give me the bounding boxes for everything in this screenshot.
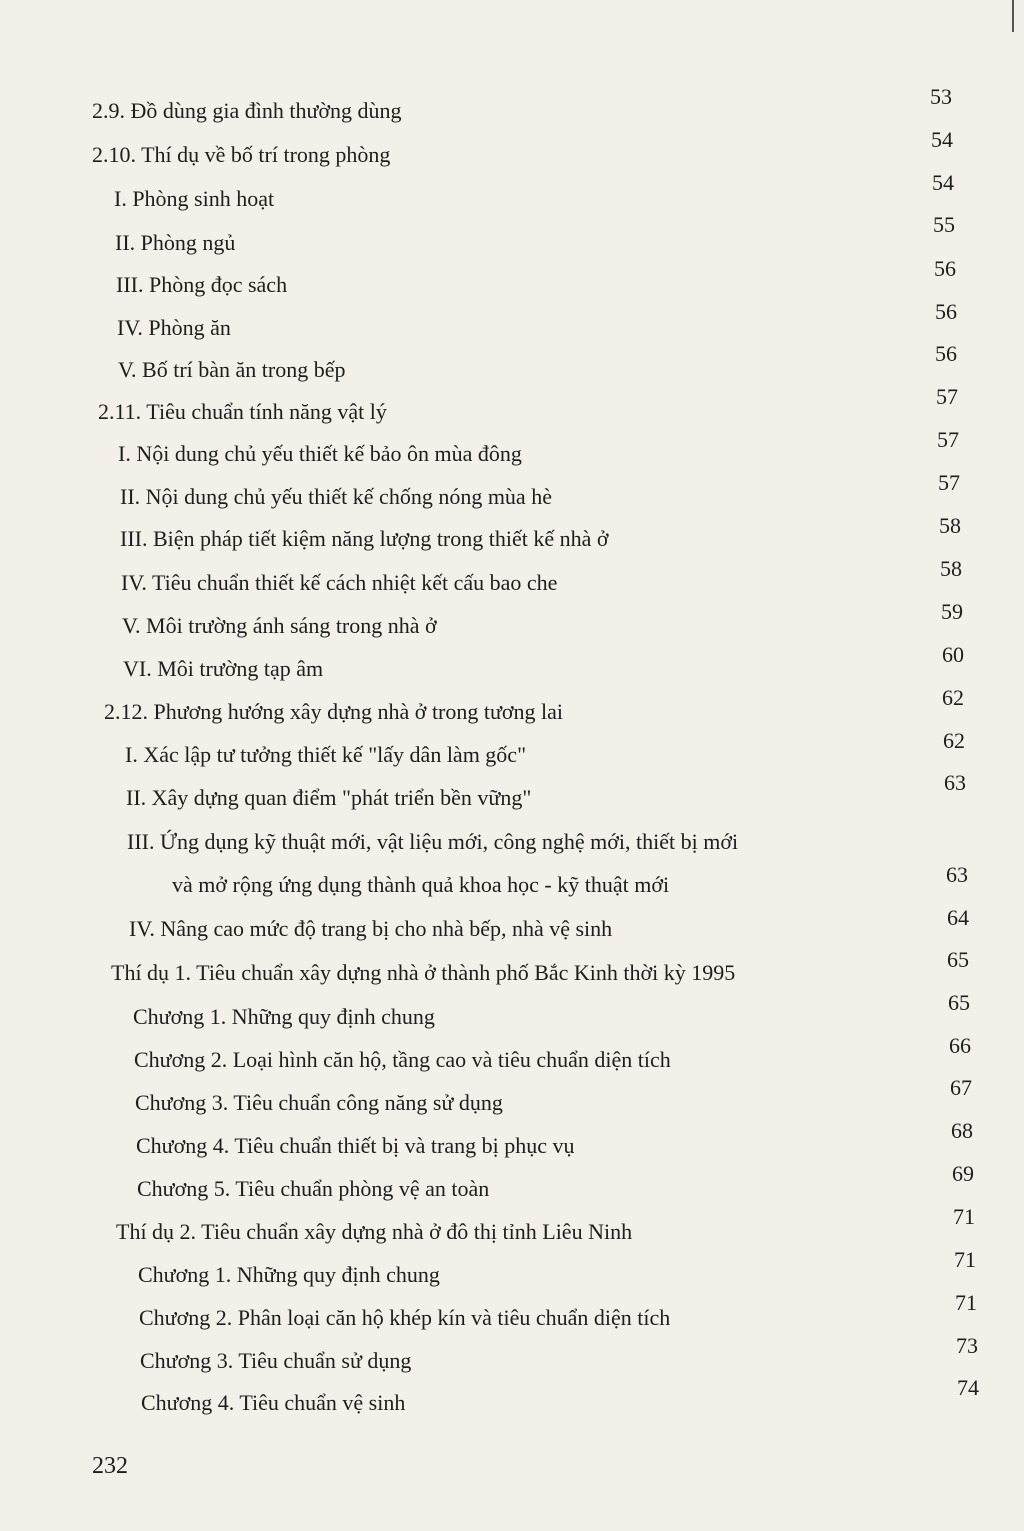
- toc-entry-title: Chương 2. Phân loại căn hộ khép kín và tiêu chuẩn diện tích: [139, 1305, 671, 1330]
- toc-entry-page: 56: [934, 256, 956, 281]
- toc-entry-page: 73: [956, 1333, 978, 1358]
- toc-entry-title: Chương 3. Tiêu chuẩn công năng sử dụng: [135, 1090, 503, 1115]
- toc-entry-page: 67: [950, 1075, 972, 1100]
- toc-entry-title: Chương 1. Những quy định chung: [133, 1004, 435, 1029]
- toc-entry-title: III. Phòng đọc sách: [116, 272, 288, 297]
- toc-entry-title: Chương 2. Loại hình căn hộ, tầng cao và tiêu chuẩn diện tích: [134, 1047, 671, 1072]
- toc-entry-title: V. Bố trí bàn ăn trong bếp: [118, 357, 346, 382]
- toc-entry-title: V. Môi trường ánh sáng trong nhà ở: [122, 613, 437, 638]
- toc-entry-page: 56: [935, 299, 957, 324]
- toc-entry-title: Thí dụ 1. Tiêu chuẩn xây dựng nhà ở thành phố Bắc Kinh thời kỳ 1995: [111, 960, 736, 985]
- toc-entry-title: III. Ứng dụng kỹ thuật mới, vật liệu mới, công nghệ mới, thiết bị mới: [127, 829, 739, 854]
- toc-entry-page: 59: [941, 599, 963, 624]
- toc-entry-title: IV. Tiêu chuẩn thiết kế cách nhiệt kết cấu bao che: [121, 570, 558, 595]
- toc-entry-title: 2.11. Tiêu chuẩn tính năng vật lý: [98, 399, 387, 424]
- toc-entry-page: 69: [952, 1161, 974, 1186]
- toc-entry-page: 54: [931, 127, 953, 152]
- toc-entry-title: Thí dụ 2. Tiêu chuẩn xây dựng nhà ở đô thị tỉnh Liêu Ninh: [116, 1219, 633, 1244]
- toc-entry-title: I. Xác lập tư tưởng thiết kế "lấy dân làm gốc": [125, 742, 527, 767]
- toc-entry-title: III. Biện pháp tiết kiệm năng lượng trong thiết kế nhà ở: [120, 526, 609, 551]
- toc-entry-title: IV. Phòng ăn: [117, 315, 231, 340]
- page-number: 232: [92, 1453, 128, 1479]
- toc-entry-title: Chương 1. Những quy định chung: [138, 1262, 440, 1287]
- toc-entry-title: II. Xây dựng quan điểm "phát triển bền vững": [126, 785, 532, 810]
- toc-entry-page: 57: [937, 427, 959, 452]
- toc-entry-page: 71: [954, 1247, 976, 1272]
- toc-entry-page: 53: [930, 84, 952, 109]
- toc-entry-title: II. Phòng ngủ: [115, 230, 236, 255]
- toc-entry-page: 62: [943, 728, 965, 753]
- toc-entry-page: 64: [947, 905, 969, 930]
- page-edge-mark: [1012, 0, 1020, 32]
- toc-entry-page: 74: [957, 1375, 979, 1400]
- toc-entry-title: 2.12. Phương hướng xây dựng nhà ở trong tương lai: [104, 699, 564, 724]
- toc-entry-page: 65: [947, 947, 969, 972]
- toc-entry-page: 56: [935, 341, 957, 366]
- toc-entry-page: 63: [946, 862, 968, 887]
- toc-entry-title: IV. Nâng cao mức độ trang bị cho nhà bếp, nhà vệ sinh: [129, 916, 613, 941]
- toc-entry-page: 60: [942, 642, 964, 667]
- toc-entry-title: Chương 5. Tiêu chuẩn phòng vệ an toàn: [137, 1176, 490, 1201]
- toc-entry-title: Chương 4. Tiêu chuẩn thiết bị và trang bị phục vụ: [136, 1133, 575, 1158]
- toc-entry-page: 66: [949, 1033, 971, 1058]
- toc-entry-page: 65: [948, 990, 970, 1015]
- toc-entry-page: 58: [940, 556, 962, 581]
- toc-entry-title: và mở rộng ứng dụng thành quả khoa học - kỹ thuật mới: [172, 872, 670, 897]
- toc-entry-title: 2.9. Đồ dùng gia đình thường dùng: [92, 98, 402, 123]
- toc-entry-page: 68: [951, 1118, 973, 1143]
- toc-entry-title: VI. Môi trường tạp âm: [123, 656, 324, 681]
- toc-entry-title: 2.10. Thí dụ về bố trí trong phòng: [92, 142, 391, 167]
- toc-entry-page: 57: [936, 384, 958, 409]
- toc-entry-page: 58: [939, 513, 961, 538]
- toc-entry-page: 55: [933, 212, 955, 237]
- toc-entry-title: Chương 4. Tiêu chuẩn vệ sinh: [141, 1390, 406, 1415]
- toc-entry-page: 57: [938, 470, 960, 495]
- toc-entry-title: II. Nội dung chủ yếu thiết kế chống nóng mùa hè: [120, 484, 552, 509]
- toc-entry-page: 63: [944, 770, 966, 795]
- toc-entry-title: Chương 3. Tiêu chuẩn sử dụng: [140, 1348, 412, 1373]
- toc-entry-page: 71: [953, 1204, 975, 1229]
- toc-entry-page: 71: [955, 1290, 977, 1315]
- toc-entry-title: I. Phòng sinh hoạt: [114, 186, 275, 211]
- toc-entry-page: 54: [932, 170, 954, 195]
- toc-entry-title: I. Nội dung chủ yếu thiết kế bảo ôn mùa đông: [118, 441, 522, 466]
- toc-entry-page: 62: [942, 685, 964, 710]
